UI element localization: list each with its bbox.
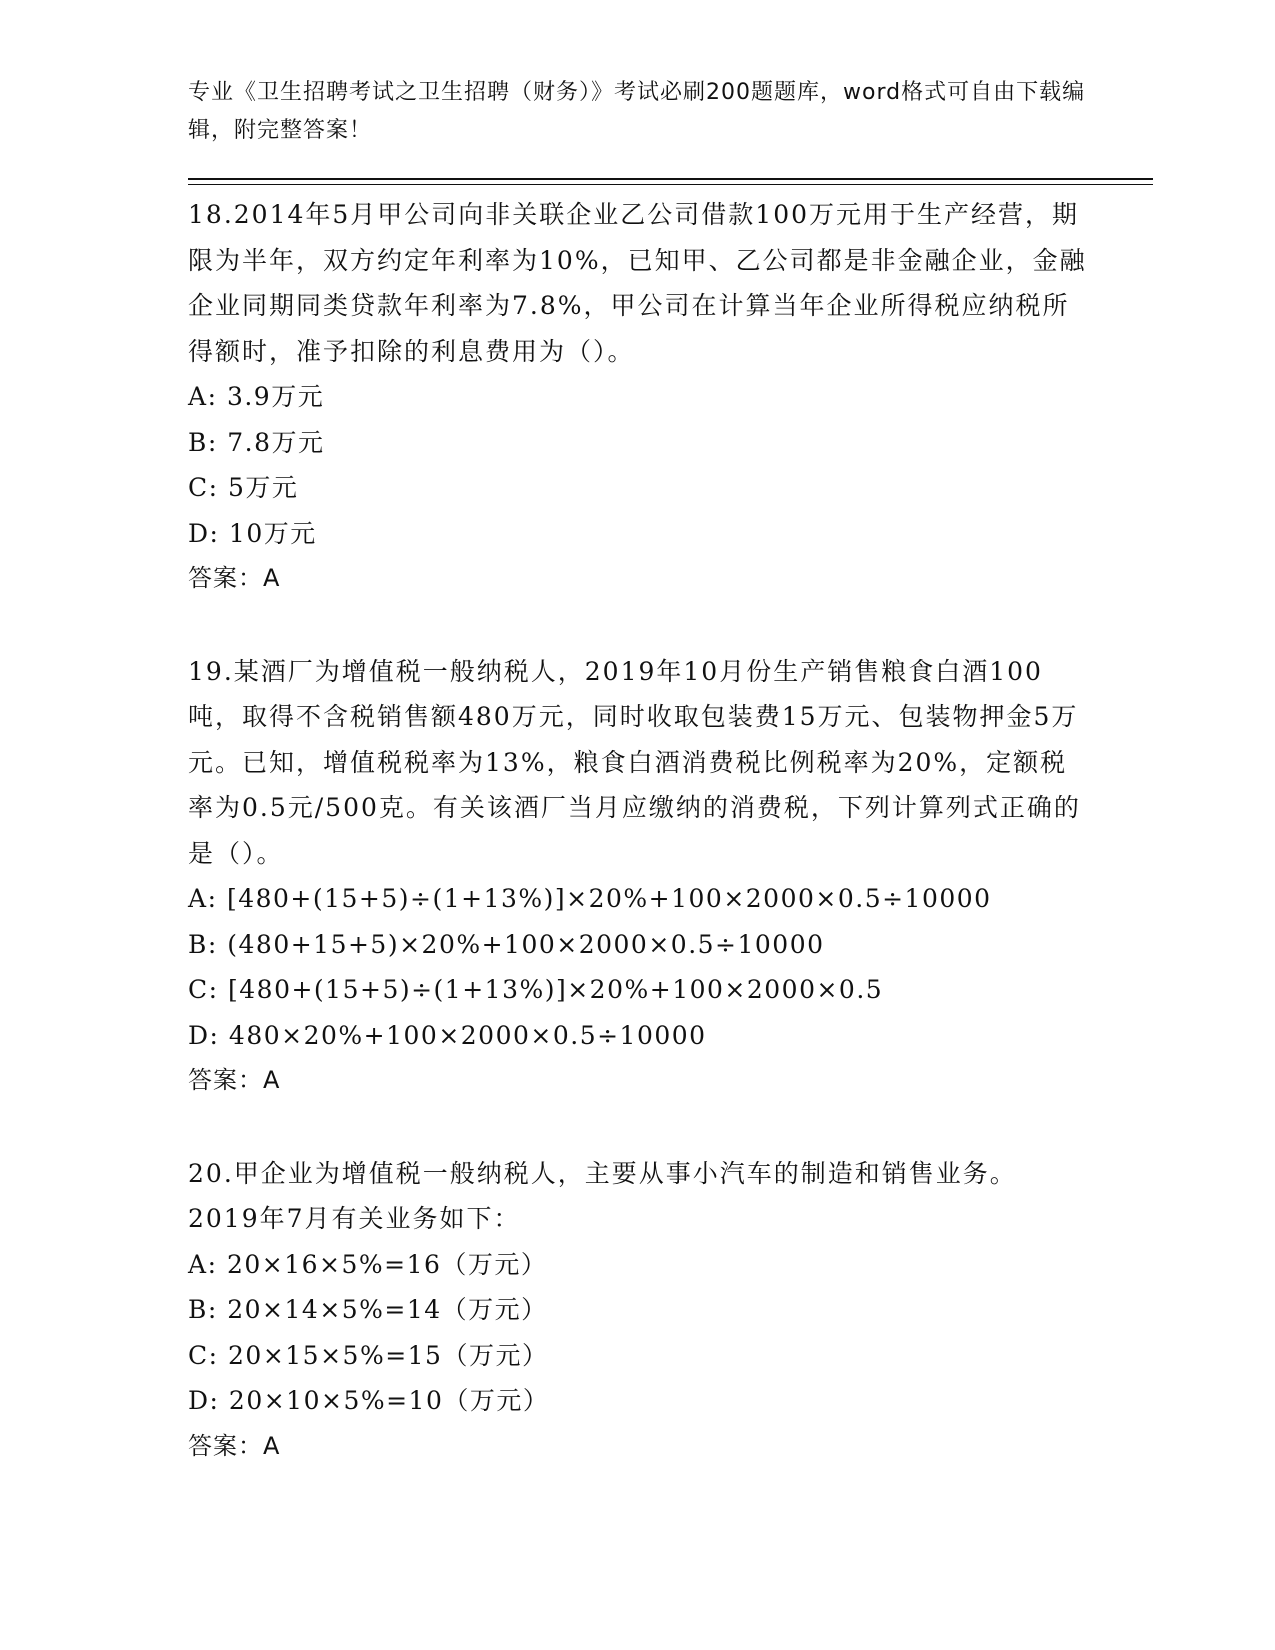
option-text: 10万元 (228, 518, 317, 548)
option-key: C : (188, 975, 228, 1004)
question-number: 19 . (188, 657, 234, 686)
question-stem (188, 192, 1088, 374)
answer-line: 答案：A (188, 1066, 281, 1094)
answer-line: 答案：A (188, 564, 281, 592)
question-stem (188, 649, 1088, 877)
option-text: 20×10×5%=10（万元） (228, 1386, 550, 1415)
document-header (188, 74, 1088, 150)
option-text: 20×16×5%=16（万元） (226, 1249, 548, 1279)
header-divider-thin (188, 184, 1153, 185)
option-c (188, 465, 1088, 511)
question-number: 20 . (188, 1159, 234, 1188)
option-key: C : (188, 473, 228, 502)
question-20 (188, 1151, 1088, 1470)
option-key: D : (188, 1021, 229, 1050)
question-text: 某酒厂为增值税一般纳税人，2019年10月份生产销售粮食白酒100吨，取得不含税销售额480万元，同时收取包装费15万元、包装物押金5万元。已知，增值税税率为13%，粮食白酒消费税比例税率为20%，定额税率为0.5元/500克。有关该酒厂当月应缴纳的消费税，下列计算列式正确的是（）。 (188, 656, 1081, 868)
option-c (188, 967, 1088, 1013)
option-a (188, 876, 1088, 922)
option-text: [480+(15+5)÷(1+13%)]×20%+100×2000×0.5÷10000 (226, 884, 992, 913)
header-divider-thick (188, 178, 1153, 180)
option-key: D : (188, 519, 229, 548)
option-key: D : (188, 1386, 229, 1415)
option-key: B : (188, 428, 227, 457)
option-key: A : (188, 1250, 227, 1279)
question-text: 甲企业为增值税一般纳税人，主要从事小汽车的制造和销售业务。2019年7月有关业务如下： (188, 1158, 1017, 1233)
option-c (188, 1333, 1088, 1379)
option-key: A : (188, 884, 227, 913)
option-a (188, 374, 1088, 420)
option-b (188, 420, 1088, 466)
option-a (188, 1242, 1088, 1288)
option-d (188, 511, 1088, 557)
header-intro-text: 专业《卫生招聘考试之卫生招聘（财务）》考试必刷200题题库，word格式可自由下载编辑，附完整答案！ (188, 80, 1086, 143)
option-b (188, 922, 1088, 968)
option-text: 7.8万元 (227, 427, 325, 457)
question-text: 2014年5月甲公司向非关联企业乙公司借款100万元用于生产经营，期限为半年，双方约定年利率为10%，已知甲、乙公司都是非金融企业，金融企业同期同类贷款年利率为7.8%，甲公司在计算当年企业所得税应纳税所得额时，准予扣除的利息费用为（）。 (188, 200, 1087, 366)
question-number: 18 . (188, 200, 234, 229)
option-text: 20×15×5%=15（万元） (228, 1340, 549, 1370)
option-text: 480×20%+100×2000×0.5÷10000 (228, 1020, 707, 1050)
option-key: B : (188, 1295, 227, 1324)
option-text: 5万元 (228, 473, 299, 502)
option-text: (480+15+5)×20%+100×2000×0.5÷10000 (227, 929, 825, 959)
answer-line: 答案：A (188, 1431, 281, 1460)
option-text: 3.9万元 (226, 382, 325, 411)
question-19 (188, 649, 1088, 1104)
option-key: B : (188, 930, 227, 959)
option-b (188, 1287, 1088, 1333)
option-text: [480+(15+5)÷(1+13%)]×20%+100×2000×0.5 (228, 975, 884, 1004)
question-stem (188, 1151, 1088, 1242)
option-key: C : (188, 1341, 228, 1370)
option-key: A : (188, 382, 227, 411)
option-text: 20×14×5%=14（万元） (227, 1295, 548, 1324)
question-list (188, 192, 1088, 1469)
question-18 (188, 192, 1088, 602)
option-d (188, 1378, 1088, 1424)
option-d (188, 1013, 1088, 1059)
